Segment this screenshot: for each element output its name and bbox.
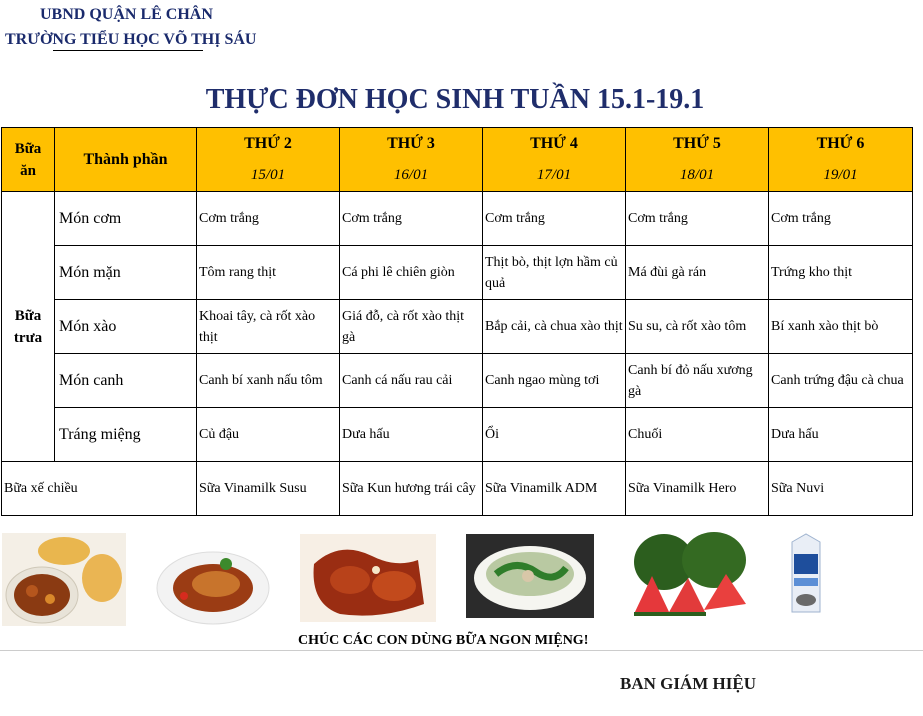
day-name: THỨ 3 (340, 128, 483, 161)
menu-cell: Cơm trắng (197, 192, 340, 246)
day-date: 15/01 (197, 161, 340, 192)
day-date: 19/01 (769, 161, 913, 192)
menu-cell: Sữa Nuvi (769, 462, 913, 516)
footer-divider (0, 650, 923, 651)
menu-cell: Củ đậu (197, 408, 340, 462)
day-date: 16/01 (340, 161, 483, 192)
menu-cell: Khoai tây, cà rốt xào thịt (197, 300, 340, 354)
fish-dish-photo (156, 536, 270, 626)
menu-cell: Canh trứng đậu cà chua (769, 354, 913, 408)
menu-cell: Dưa hấu (340, 408, 483, 462)
table-row (2, 354, 913, 408)
menu-cell: Chuối (626, 408, 769, 462)
menu-cell: Cá phi lê chiên giòn (340, 246, 483, 300)
day-name: THỨ 6 (769, 128, 913, 161)
lunch-label: Bữa trưa (2, 192, 55, 462)
menu-cell: Dưa hấu (769, 408, 913, 462)
signature: BAN GIÁM HIỆU (620, 674, 757, 693)
menu-cell: Thịt bò, thịt lợn hầm củ quả (483, 246, 626, 300)
table-row (2, 408, 913, 462)
menu-cell: Tôm rang thịt (197, 246, 340, 300)
menu-table (1, 127, 913, 516)
menu-cell: Sữa Kun hương trái cây (340, 462, 483, 516)
component-name: Món cơm (55, 192, 197, 246)
menu-cell: Má đùi gà rán (626, 246, 769, 300)
menu-cell: Cơm trắng (340, 192, 483, 246)
menu-cell: Bí xanh xào thịt bò (769, 300, 913, 354)
green-soup-photo (466, 534, 594, 618)
table-row (2, 192, 913, 246)
component-name: Món canh (55, 354, 197, 408)
menu-cell: Canh bí đỏ nấu xương gà (626, 354, 769, 408)
menu-cell: Cơm trắng (483, 192, 626, 246)
school-name (5, 31, 256, 49)
school-name-text: TRƯỜNG TIỂU HỌC VÕ THỊ SÁU (5, 31, 257, 48)
day-name: THỨ 2 (197, 128, 340, 161)
food-photos (0, 530, 923, 630)
menu-cell: Ổi (483, 408, 626, 462)
col-header-component: Thành phần (55, 128, 197, 192)
col-header-meal: Bữa ăn (2, 128, 55, 192)
day-name: THỨ 5 (626, 128, 769, 161)
afternoon-label: Bữa xế chiều (2, 462, 197, 516)
day-date: 18/01 (626, 161, 769, 192)
watermelon-photo (630, 530, 748, 620)
menu-title: THỰC ĐƠN HỌC SINH TUẦN 15.1-19.1 (205, 84, 705, 115)
menu-cell: Canh ngao mùng tơi (483, 354, 626, 408)
header-underline (53, 50, 203, 51)
menu-cell: Bắp cải, cà chua xào thịt (483, 300, 626, 354)
component-name: Tráng miệng (55, 408, 197, 462)
bread-stew-photo (2, 533, 126, 626)
component-name: Món mặn (55, 246, 197, 300)
table-row (2, 246, 913, 300)
farewell-message: CHÚC CÁC CON DÙNG BỮA NGON MIỆNG! (298, 633, 589, 648)
milk-carton-photo (786, 532, 826, 614)
menu-cell: Canh cá nấu rau cải (340, 354, 483, 408)
day-name: THỨ 4 (483, 128, 626, 161)
menu-cell: Canh bí xanh nấu tôm (197, 354, 340, 408)
menu-cell: Su su, cà rốt xào tôm (626, 300, 769, 354)
menu-cell: Cơm trắng (769, 192, 913, 246)
day-date: 17/01 (483, 161, 626, 192)
menu-cell: Sữa Vinamilk Hero (626, 462, 769, 516)
menu-cell: Sữa Vinamilk ADM (483, 462, 626, 516)
menu-cell: Cơm trắng (626, 192, 769, 246)
menu-cell: Trứng kho thịt (769, 246, 913, 300)
menu-cell: Sữa Vinamilk Susu (197, 462, 340, 516)
district-name: UBND QUẬN LÊ CHÂN (40, 6, 213, 23)
fried-chicken-photo (300, 534, 436, 622)
table-row (2, 300, 913, 354)
menu-cell: Giá đỗ, cà rốt xào thịt gà (340, 300, 483, 354)
component-name: Món xào (55, 300, 197, 354)
table-row-afternoon (2, 462, 913, 516)
